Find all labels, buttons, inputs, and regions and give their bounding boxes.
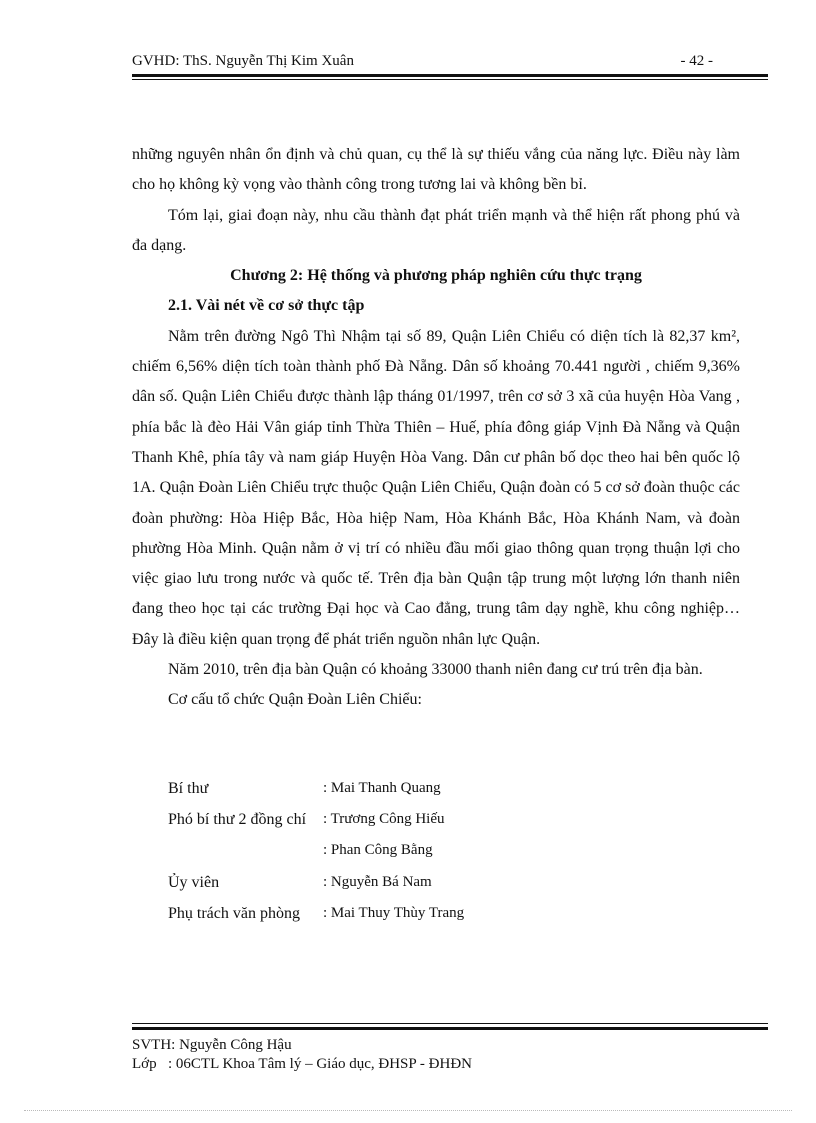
- footer-rule-thick: [132, 1027, 768, 1030]
- paragraph-4: Năm 2010, trên địa bàn Quận có khoảng 33000 thanh niên đang cư trú trên địa bàn.: [168, 661, 703, 679]
- org-role: Bí thư: [168, 780, 209, 797]
- section-title: 2.1. Vài nét về cơ sở thực tập: [168, 297, 365, 315]
- org-role: Phụ trách văn phòng: [168, 904, 300, 922]
- org-intro: Cơ cấu tổ chức Quận Đoàn Liên Chiểu:: [168, 691, 422, 709]
- document-body: [132, 140, 740, 716]
- footer-rule-thin: [132, 1023, 768, 1024]
- org-name: : Mai Thuy Thùy Trang: [323, 904, 465, 921]
- chapter-title: Chương 2: Hệ thống và phương pháp nghiên cứu thực trạng: [230, 267, 642, 285]
- paragraph-2: Tóm lại, giai đoạn này, nhu cầu thành đạt phát triển mạnh và thể hiện rất phong phú và đa dạng.: [132, 206, 740, 254]
- org-name: : Trương Công Hiếu: [323, 811, 445, 828]
- page-header: [132, 50, 713, 72]
- footer-class-label: Lớp: [132, 1056, 157, 1072]
- header-page-number: - 42 -: [680, 53, 713, 69]
- page-footer: [132, 1036, 472, 1074]
- header-rule-thin: [132, 79, 768, 80]
- footer-student: SVTH: Nguyễn Công Hậu: [132, 1037, 292, 1053]
- footer-class-line: [132, 1055, 472, 1074]
- org-name: : Mai Thanh Quang: [323, 780, 441, 796]
- org-role: Ủy viên: [168, 873, 220, 891]
- org-name: : Nguyễn Bá Nam: [323, 873, 432, 890]
- header-supervisor: GVHD: ThS. Nguyễn Thị Kim Xuân: [132, 53, 354, 69]
- org-role: Phó bí thư 2 đồng chí: [168, 811, 307, 829]
- paragraph-1: những nguyên nhân ổn định và chủ quan, cụ thể là sự thiếu vắng của năng lực. Điều này làm cho họ không kỳ vọng vào thành công trong tương lai và không bền bỉ.: [132, 146, 740, 194]
- header-rule-thick: [132, 74, 768, 77]
- footer-class-value: : 06CTL Khoa Tâm lý – Giáo dục, ĐHSP - ĐHĐN: [168, 1056, 472, 1072]
- org-name: : Phan Công Bằng: [323, 842, 433, 859]
- paragraph-3: Nằm trên đường Ngô Thì Nhậm tại số 89, Quận Liên Chiểu có diện tích là 82,37 km², chiếm 6,56% diện tích toàn thành phố Đà Nẵng. Dân số khoảng 70.441 người , chiếm 9,36% dân số. Quận Liên Chiểu được thành lập tháng 01/1997, trên cơ sở 3 xã của huyện Hòa Vang , phía bắc là đèo Hải Vân giáp tỉnh Thừa Thiên – Huế, phía đông giáp Vịnh Đà Nẵng và Quận Thanh Khê, phía tây và nam giáp Huyện Hòa Vang. Dân cư phân bố dọc theo hai bên quốc lộ 1A. Quận Đoàn Liên Chiểu trực thuộc Quận Liên Chiểu, Quận đoàn có 5 cơ sở đoàn thuộc các đoàn phường: Hòa Hiệp Bắc, Hòa hiệp Nam, Hòa Khánh Bắc, Hòa Khánh Nam, và đoàn phường Hòa Minh. Quận nằm ở vị trí có nhiều đầu mối giao thông quan trọng thuận lợi cho việc giao lưu trong nước và quốc tế. Trên địa bàn Quận tập trung một lượng lớn thanh niên đang theo học tại các trường Đại học và Cao đẳng, trung tâm dạy nghề, khu công nghiệp…Đây là điều kiện quan trọng để phát triển nguồn nhân lực Quận.: [132, 327, 740, 648]
- page-bottom-divider: [24, 1110, 792, 1111]
